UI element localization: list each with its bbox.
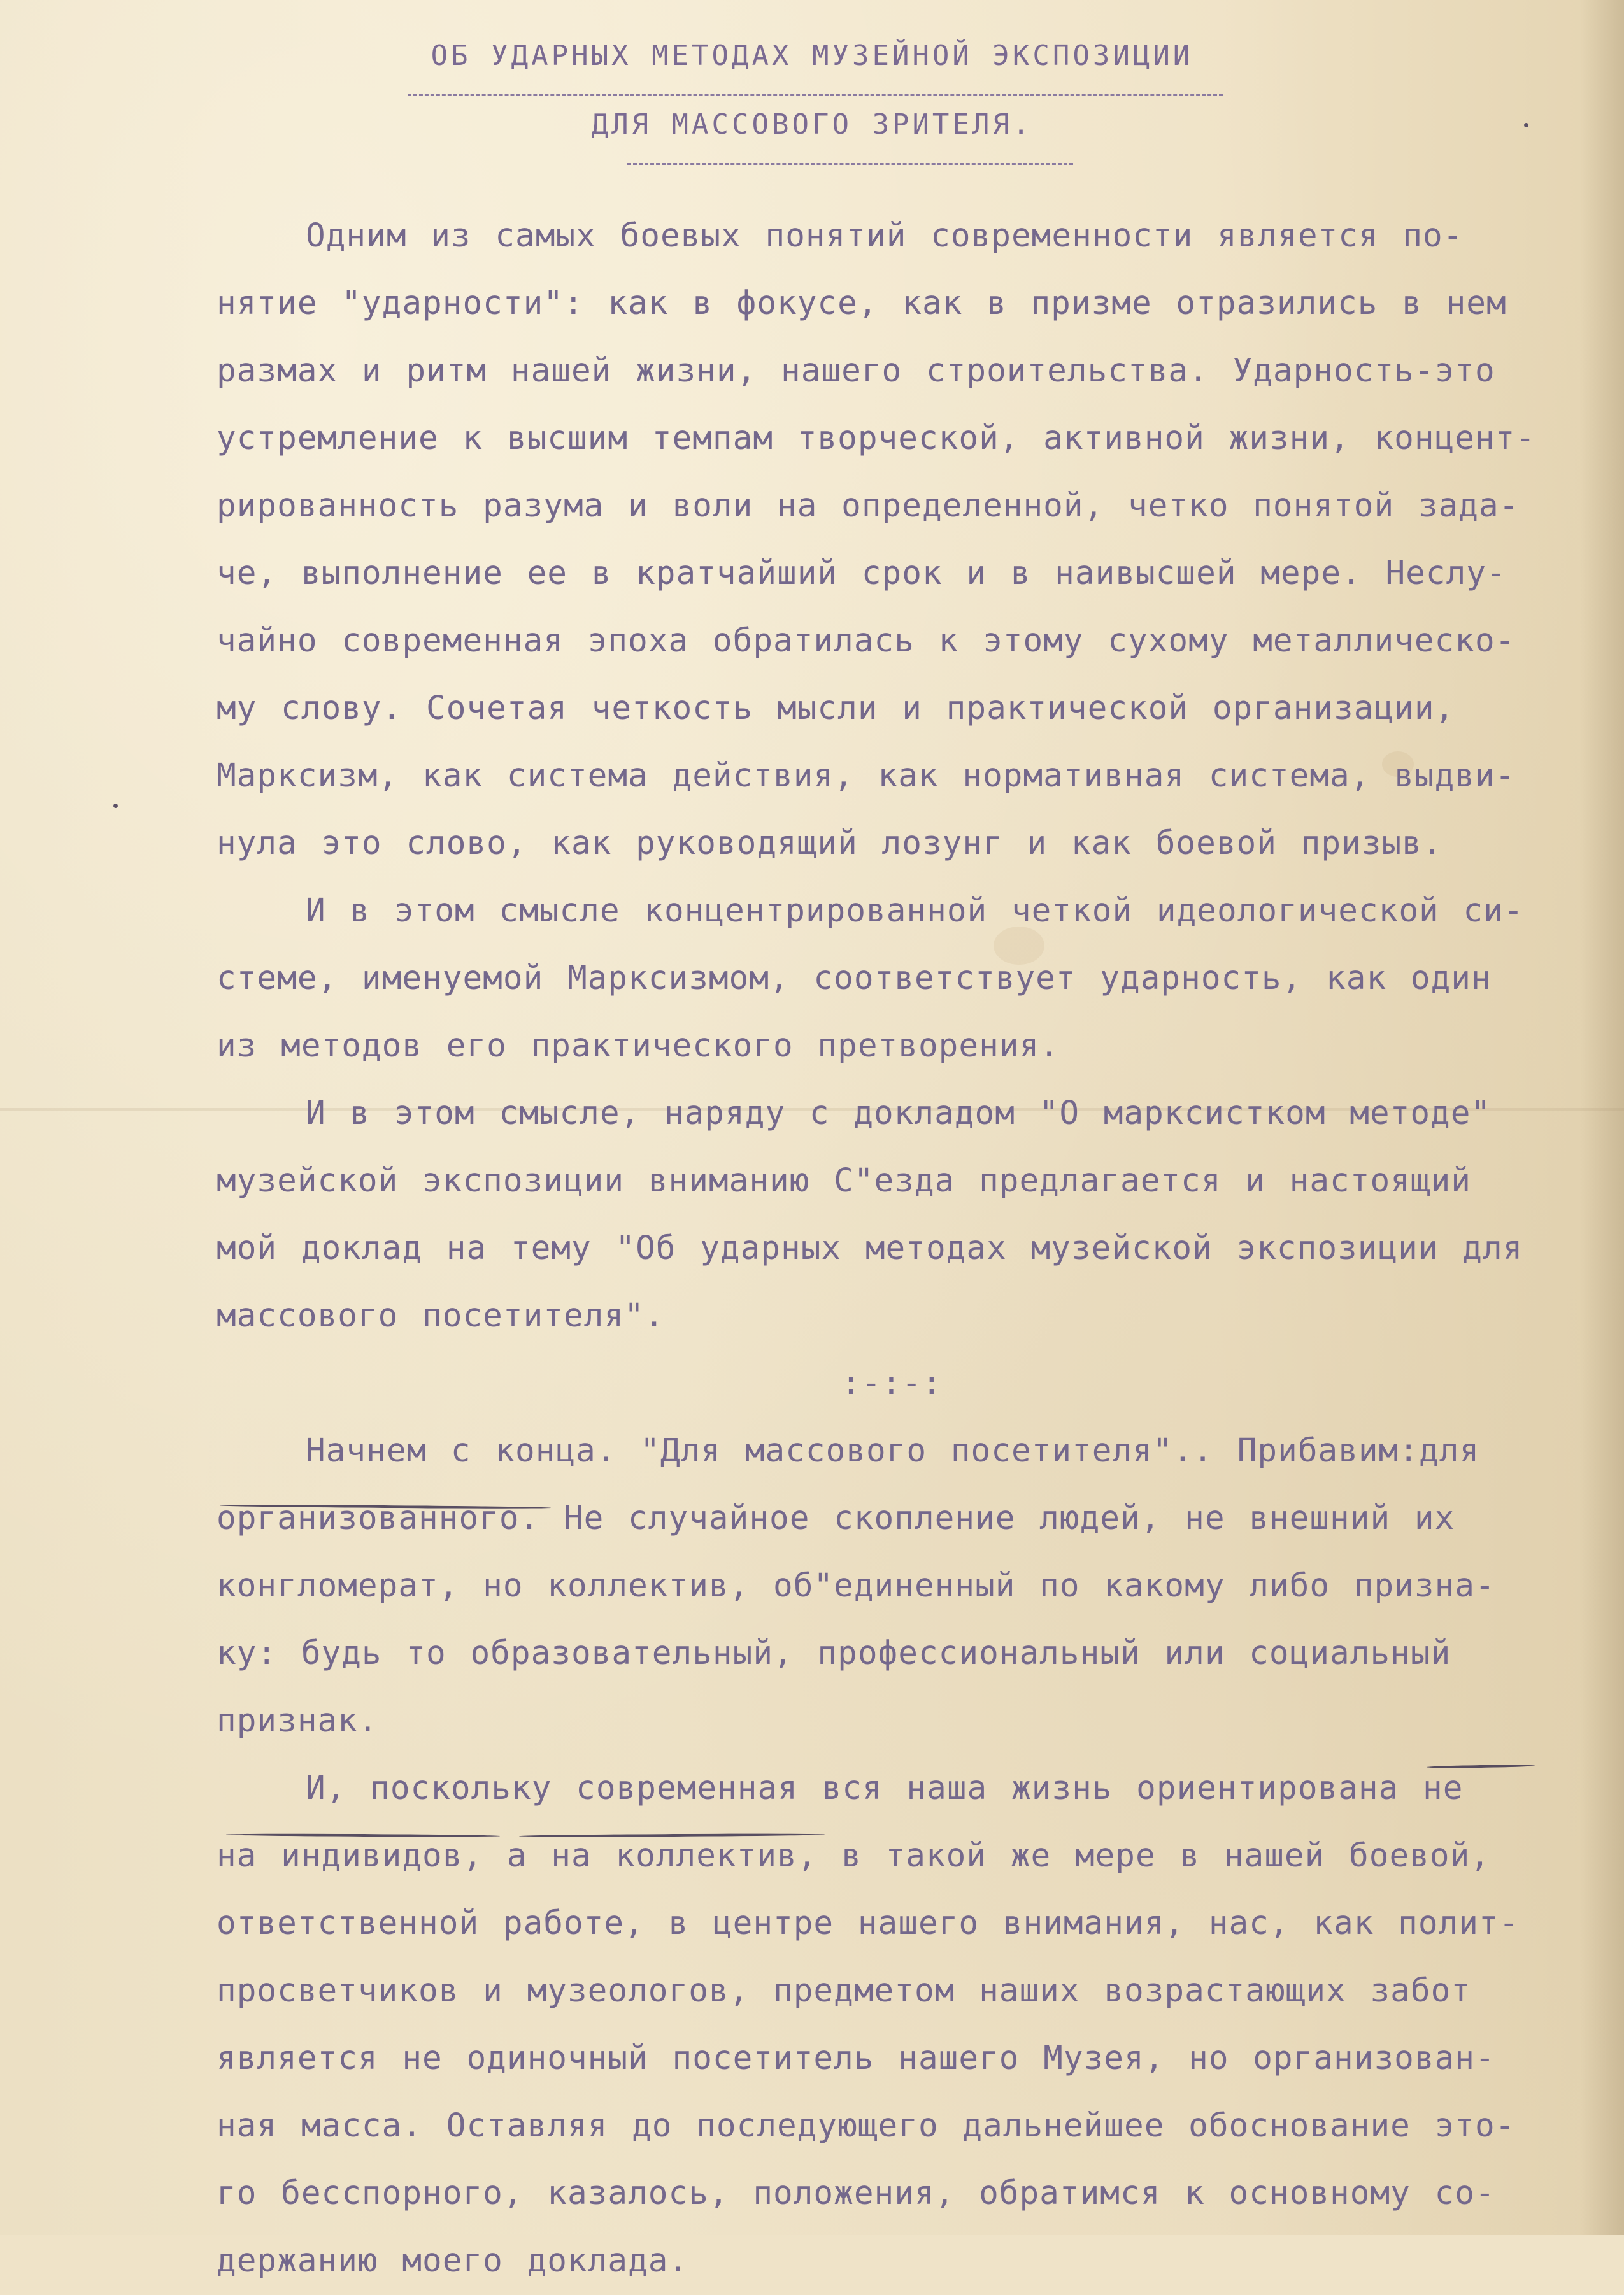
document-body (217, 202, 1567, 2295)
text-line: нятие "ударности": как в фокусе, как в призме отразились в нем (217, 285, 1507, 322)
text-line: И в этом смысле концентрированной четкой идеологической си- (306, 892, 1524, 930)
title-dashed-rule (627, 163, 1073, 165)
section-divider: :-:-: (841, 1365, 943, 1402)
text-line: массового посетителя". (217, 1297, 665, 1335)
text-line: Начнем с конца. "Для массового посетителя".. Прибавим:для (306, 1432, 1480, 1470)
text-line: рированность разума и воли на определенной, четко понятой зада- (217, 487, 1520, 525)
text-line: Одним из самых боевых понятий современности является по- (306, 217, 1464, 255)
text-line: ответственной работе, в центре нашего внимания, нас, как полит- (217, 1905, 1520, 1942)
text-line: ная масса. Оставляя до последующего дальнейшее обоснование это- (217, 2107, 1516, 2145)
text-line: И, поскольку современная вся наша жизнь ориентирована не (306, 1770, 1464, 1807)
title-dashed-rule (408, 94, 1223, 96)
text-line: размах и ритм нашей жизни, нашего строительства. Ударность-это (217, 352, 1495, 390)
text-line: мой доклад на тему "Об ударных методах музейской экспозиции для (217, 1230, 1523, 1267)
text-line: держанию моего доклада. (217, 2242, 689, 2280)
text-line: стеме, именуемой Марксизмом, соответствует ударность, как один (217, 960, 1492, 997)
text-line: из методов его практического претворения. (217, 1027, 1060, 1065)
text-line: И в этом смысле, наряду с докладом "О марксистком методе" (306, 1095, 1492, 1132)
text-line: нула это слово, как руководящий лозунг и как боевой призыв. (217, 825, 1442, 862)
text-line: организованного. Не случайное скопление людей, не внешний их (217, 1500, 1455, 1537)
text-line: признак. (217, 1702, 378, 1740)
text-line: го бесспорного, казалось, положения, обратимся к основному со- (217, 2175, 1495, 2212)
document-title-line-1: ОБ УДАРНЫХ МЕТОДАХ МУЗЕЙНОЙ ЭКСПОЗИЦИИ (431, 39, 1193, 72)
text-line: на индивидов, а на коллектив, в такой же мере в нашей боевой, (217, 1837, 1490, 1875)
text-line: музейской экспозиции вниманию С"езда предлагается и настоящий (217, 1162, 1471, 1200)
text-line: чайно современная эпоха обратилась к этому сухому металлическо- (217, 622, 1516, 660)
text-line: му слову. Сочетая четкость мысли и практической организации, (217, 690, 1455, 727)
text-line: просветчиков и музеологов, предметом наших возрастающих забот (217, 1972, 1471, 2010)
text-line: че, выполнение ее в кратчайший срок и в наивысшей мере. Неслу- (217, 555, 1507, 592)
text-line: устремление к высшим темпам творческой, активной жизни, концент- (217, 420, 1536, 457)
text-line: Марксизм, как система действия, как нормативная система, выдви- (217, 757, 1516, 795)
document-title-line-2: ДЛЯ МАССОВОГО ЗРИТЕЛЯ. (591, 108, 1033, 141)
paper-edge-shadow (1579, 0, 1624, 2235)
text-line: является не одиночный посетитель нашего Музея, но организован- (217, 2040, 1495, 2077)
text-line: ку: будь то образовательный, профессиональный или социальный (217, 1635, 1451, 1672)
ink-dot (113, 804, 118, 808)
text-line: конгломерат, но коллектив, об"единенный по какому либо призна- (217, 1567, 1495, 1605)
